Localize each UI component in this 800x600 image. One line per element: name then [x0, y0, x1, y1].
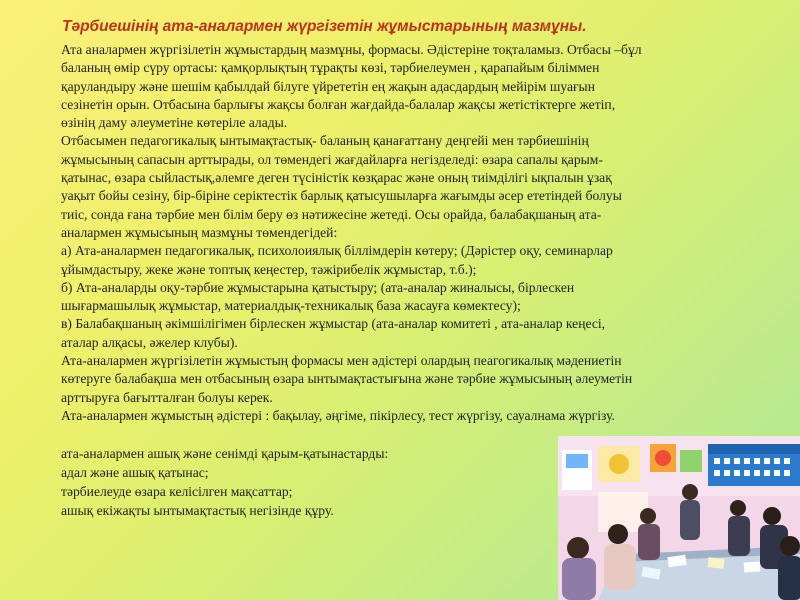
body-line: Ата аналармен жүргізілетін жұмыстардың мазмұны, формасы. Әдістеріне тоқталамыз. Отбасы –бұл [61, 42, 642, 57]
body-line: сезінетін орын. Отбасына барлығы жақсы болған жағдайда-балалар жақсы жетістіктерге жетіп, [61, 96, 616, 112]
body-line: аталар алқасы, әжелер клубы). [61, 334, 238, 350]
body-line: арттыруға бағытталған болуы керек. [61, 389, 273, 405]
principles-list [61, 444, 531, 520]
body-text [61, 41, 781, 425]
body-line: Ата-аналармен жүргізілетін жұмыстың формасы мен әдістері олардың пеагогикалық мәдениетін [61, 353, 622, 369]
body-line: көтеруге балабақша мен отбасының өзара ынтымақтастығына және тәрбие жұмысының әлеуметін [61, 371, 633, 387]
list-item: ашық екіжақты ынтымақтастық негізінде құру. [61, 503, 334, 518]
body-line: баланың өмір сүру ортасы: қамқорлықтың тұрақты көзі, тәрбиелеумен , қарапайым біліммен [61, 60, 600, 76]
list-item: ата-аналармен ашық және сенімді қарым-қатынастарды: [61, 446, 389, 461]
body-line: в) Балабақшаның әкімшілігімен бірлескен жұмыстар (ата-аналар комитеті , ата-аналар кеңесі, [61, 316, 606, 332]
slide-title: Тәрбиешінің ата-аналармен жүргізетін жұмыстарының мазмұны. [62, 18, 587, 35]
body-line: қаруландыру және шешім қабылдай білуге үйрететін ең жақын адасдардың мейірім шуағын [61, 78, 595, 94]
body-line: жұмысының сапасын арттырады, ол төмендегі жағдайларға негізделеді: өзара сапалы қарым- [61, 151, 603, 167]
body-line: қатынас, өзара сыйластық,әлемге деген түсіністік көзқарас және оның тиімділігі ықпалын ұзақ [61, 170, 612, 186]
body-line: б) Ата-аналарды оқу-тәрбие жұмыстарына қатыстыру; (ата-аналар жиналысы, бірлескен [61, 279, 575, 295]
body-line: шығармашылық жұмыстар, материалдық-техникалық база жасауға көмектесу); [61, 298, 521, 314]
list-item: адал және ашық қатынас; [61, 465, 209, 480]
body-line: уақыт бойы сезіну, бір-біріне серіктестік барлық қатысушыларға жағымды әсер ететіндей болуы [61, 188, 622, 204]
list-item: тәрбиелеуде өзара келісілген мақсаттар; [61, 484, 293, 499]
classroom-photo [558, 436, 800, 600]
body-line: ұйымдастыру, жеке және топтық кеңестер, тәжірибелік жұмыстар, т.б.); [61, 261, 477, 277]
body-line: Отбасымен педагогикалық ынтымақтастық- баланың қанағаттану деңгейі мен тәрбиешінің [61, 133, 589, 149]
body-line: өзінің даму әлеуметіне көтеріле алады. [61, 115, 288, 131]
body-line: аналармен жұмысының мазмұны төмендегідей: [61, 224, 338, 240]
body-line: Ата-аналармен жұмыстың әдістері : бақылау, әңгіме, пікірлесу, тест жүргізу, сауалнама жүргізу. [61, 407, 615, 423]
body-line: тиіс, сонда ғана тәрбие мен білім беру өз нәтижесіне жетеді. Осы орайда, балабақшаның ата- [61, 206, 602, 222]
body-line: а) Ата-аналармен педагогикалық, психолоиялық біллімдерін көтеру; (Дәрістер оқу, семинарлар [61, 243, 613, 259]
